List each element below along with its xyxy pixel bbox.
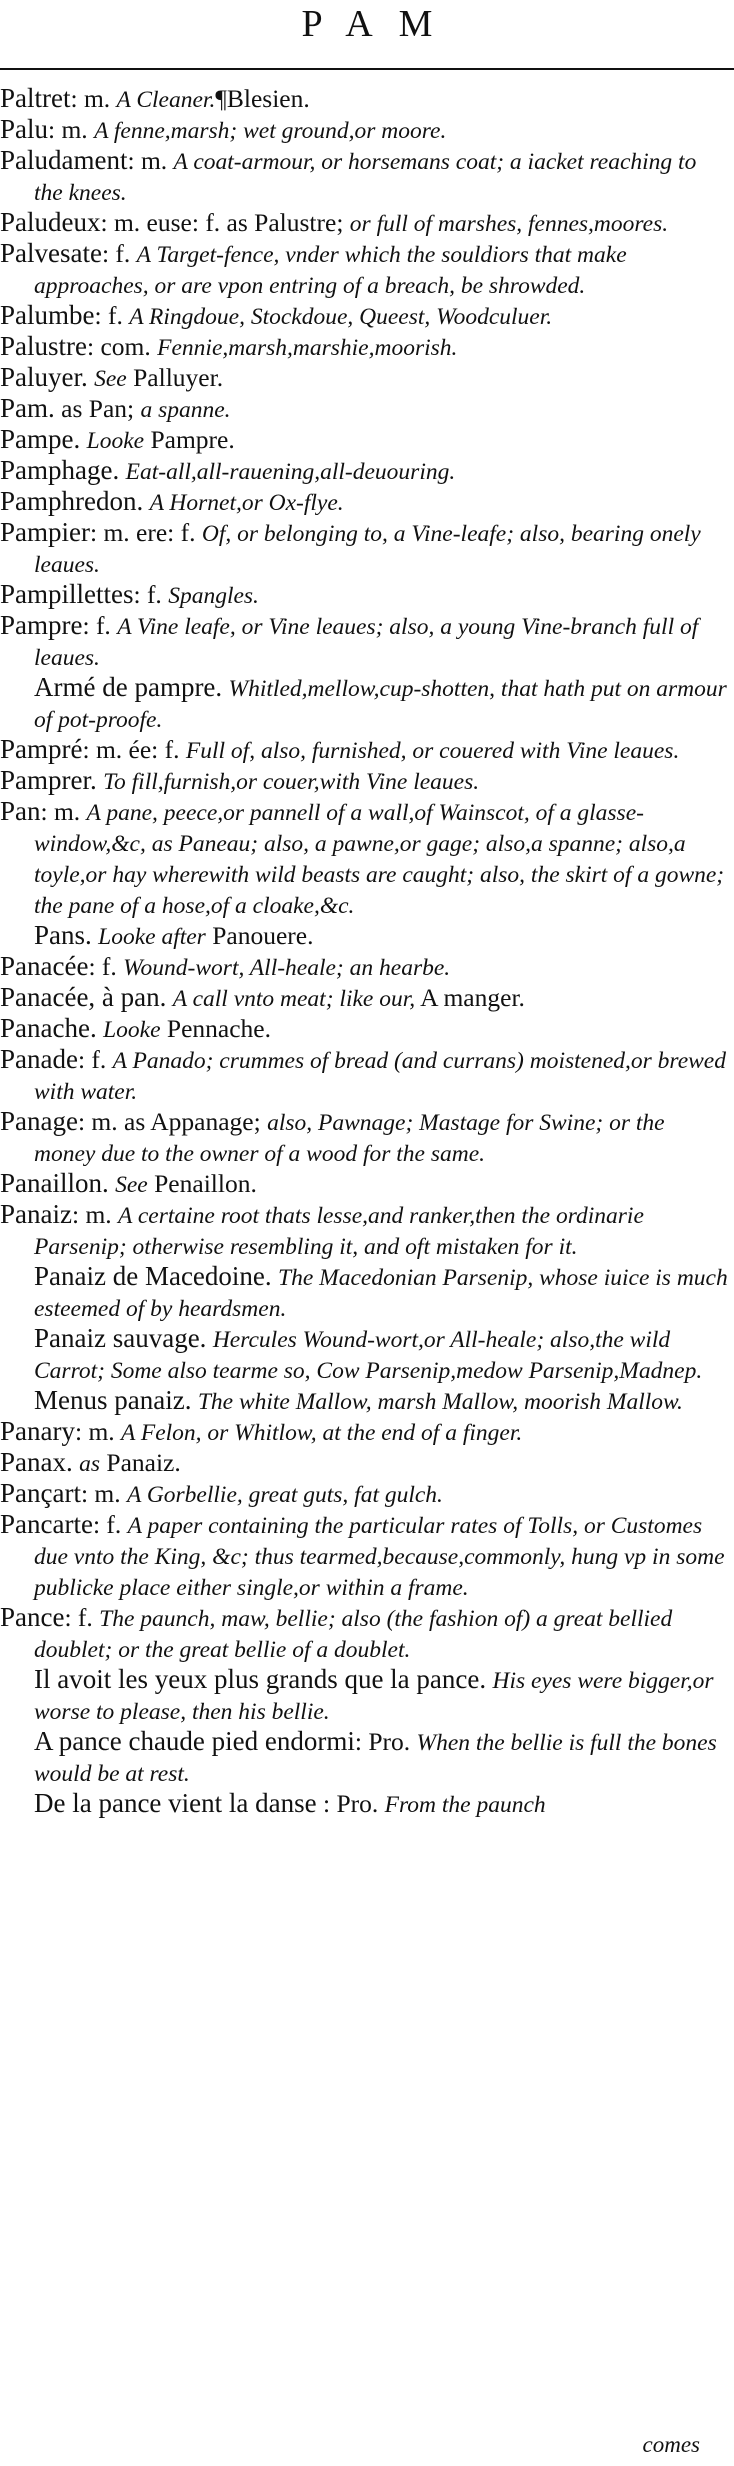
- dictionary-entry: [0, 580, 734, 611]
- entry-gloss: as: [79, 1451, 101, 1477]
- dictionary-entry: [0, 1448, 734, 1479]
- entry-headword: Panaiz de Macedoine.: [34, 1261, 272, 1291]
- entry-grammar: as Pan;: [54, 394, 141, 423]
- entry-headword: Pans.: [34, 920, 92, 950]
- entry-tail: Pennache.: [160, 1014, 271, 1043]
- entry-gloss: Of, or belonging to, a Vine-leafe; also, bearing onely leaues.: [34, 521, 701, 578]
- entry-grammar: : f.: [133, 580, 169, 609]
- dictionary-entry: [0, 1014, 734, 1045]
- dictionary-entry: [0, 921, 734, 952]
- entry-headword: Pance: [0, 1602, 65, 1632]
- entry-gloss: See: [115, 1172, 148, 1198]
- entry-gloss: Looke: [103, 1017, 161, 1043]
- dictionary-entry: [0, 332, 734, 363]
- entry-gloss: When the bellie is full the bones would be at rest.: [34, 1730, 717, 1787]
- dictionary-entry: [0, 456, 734, 487]
- entry-headword: A pance chaude pied endormi: [34, 1726, 355, 1756]
- dictionary-entry: [0, 115, 734, 146]
- entry-grammar: : m.: [70, 84, 117, 113]
- entry-gloss: The white Mallow, marsh Mallow, moorish Mallow.: [197, 1389, 683, 1415]
- entry-gloss: Spangles.: [168, 583, 259, 609]
- dictionary-entry: [0, 952, 734, 983]
- dictionary-entry: [0, 1107, 734, 1169]
- entry-headword: Palvesate: [0, 238, 102, 268]
- entry-grammar: : com.: [87, 332, 158, 361]
- entry-gloss: Full of, also, furnished, or couered with Vine leaues.: [185, 738, 680, 764]
- entry-grammar: : m. ée: f.: [82, 735, 186, 764]
- entry-gloss: Looke after: [98, 924, 206, 950]
- dictionary-entry: [0, 1386, 734, 1417]
- entry-grammar: : m.: [40, 797, 87, 826]
- entry-tail: Pampre.: [144, 425, 235, 454]
- entry-gloss: Fennie,marsh,marshie,moorish.: [157, 335, 458, 361]
- entry-grammar: : f.: [101, 239, 137, 268]
- entry-headword: Panacée, à pan.: [0, 982, 167, 1012]
- entry-gloss: also, Pawnage; Mastage for Swine; or the money due to the owner of a wood for the same.: [34, 1110, 665, 1167]
- entry-headword: Il avoit les yeux plus grands que la pance.: [34, 1664, 487, 1694]
- entry-headword: Paludeux: [0, 207, 101, 237]
- entry-headword: Panage: [0, 1106, 78, 1136]
- entry-list: [0, 84, 734, 1820]
- entry-gloss: A Gorbellie, great guts, fat gulch.: [127, 1482, 443, 1508]
- entry-headword: Pampe.: [0, 424, 81, 454]
- entry-gloss: The paunch, maw, bellie; also (the fashion of) a great bellied doublet; or the great bellie of a doublet.: [34, 1606, 673, 1663]
- entry-gloss: A fenne,marsh; wet ground,or moore.: [94, 118, 447, 144]
- entry-gloss: Looke: [86, 428, 145, 454]
- entry-headword: Pan: [0, 796, 41, 826]
- entry-gloss: A certaine root thats lesse,and ranker,then the ordinarie Parsenip; otherwise resembling it, and oft mistaken for it.: [34, 1203, 644, 1260]
- dictionary-entry: [0, 611, 734, 673]
- entry-grammar: : m.: [127, 146, 174, 175]
- entry-gloss: His eyes were bigger,or worse to please, then his bellie.: [34, 1668, 714, 1725]
- entry-gloss: A paper containing the particular rates of Tolls, or Customes due vnto the King, &c; thus tearmed,because,commonly, hung vp in some publicke place either single,or within a frame.: [34, 1513, 725, 1601]
- entry-gloss: A pane, peece,or pannell of a wall,of Wainscot, of a glasse-window,&c, as Paneau; also, a pawne,or gage; also,a spanne; also,a toyle,or hay wherewith wild beasts are caught; also, the skirt of a gowne; the pane of a hose,of a cloake,&c.: [34, 800, 725, 919]
- page-header: PAM: [301, 3, 459, 45]
- entry-tail: Panouere.: [205, 921, 314, 950]
- dictionary-entry: [0, 797, 734, 921]
- entry-headword: Paluyer.: [0, 362, 88, 392]
- dictionary-entry: [0, 1169, 734, 1200]
- entry-headword: Palumbe: [0, 300, 95, 330]
- entry-headword: Pamphage.: [0, 455, 120, 485]
- entry-grammar: : f.: [77, 1045, 113, 1074]
- entry-grammar: : m.: [48, 115, 95, 144]
- dictionary-entry: [0, 301, 734, 332]
- entry-headword: Pançart: [0, 1478, 81, 1508]
- dictionary-entry: [0, 1510, 734, 1603]
- entry-gloss: Eat-all,all-rauening,all-deuouring.: [125, 459, 456, 485]
- dictionary-entry: [0, 1479, 734, 1510]
- entry-headword: Panache.: [0, 1013, 97, 1043]
- entry-headword: Panary: [0, 1416, 75, 1446]
- entry-gloss: A Hornet,or Ox-flye.: [149, 490, 344, 516]
- entry-headword: Pampré: [0, 734, 83, 764]
- entry-headword: Pamphredon.: [0, 486, 144, 516]
- dictionary-entry: [0, 1727, 734, 1789]
- entry-gloss: Whitled,mellow,cup-shotten, that hath put on armour of pot-proofe.: [34, 676, 727, 733]
- dictionary-entry: [0, 1603, 734, 1665]
- entry-grammar: : f.: [92, 1510, 128, 1539]
- entry-headword: Panax.: [0, 1447, 73, 1477]
- entry-gloss: A Felon, or Whitlow, at the end of a finger.: [121, 1420, 523, 1446]
- entry-gloss: A Cleaner.: [116, 87, 216, 113]
- entry-headword: Palu: [0, 114, 49, 144]
- entry-headword: Pampre: [0, 610, 83, 640]
- entry-gloss: A call vnto meat; like our,: [172, 986, 416, 1012]
- dictionary-entry: [0, 1665, 734, 1727]
- dictionary-entry: [0, 1324, 734, 1386]
- dictionary-entry: [0, 1417, 734, 1448]
- dictionary-entry: [0, 239, 734, 301]
- entry-headword: Paltret: [0, 83, 71, 113]
- entry-gloss: A coat-armour, or horsemans coat; a iacket reaching to the knees.: [34, 149, 697, 206]
- entry-headword: Menus panaiz.: [34, 1385, 192, 1415]
- entry-gloss: A Target-fence, vnder which the souldiors that make approaches, or are vpon entring of a breach, be shrowded.: [34, 242, 627, 299]
- entry-gloss: or full of marshes, fennes,moores.: [349, 211, 669, 237]
- entry-grammar: : m.: [74, 1417, 122, 1446]
- entry-headword: Paludament: [0, 145, 128, 175]
- dictionary-entry: [0, 394, 734, 425]
- dictionary-entry: [0, 766, 734, 797]
- entry-headword: Pampier: [0, 517, 90, 547]
- entry-headword: Pam.: [0, 393, 55, 423]
- entry-gloss: See: [94, 366, 127, 392]
- entry-gloss: a spanne.: [140, 397, 231, 423]
- entry-grammar: : m. as Appanage;: [77, 1107, 268, 1136]
- entry-grammar: : m.: [71, 1200, 119, 1229]
- entry-grammar: : Pro.: [354, 1727, 417, 1756]
- catchword: comes: [642, 2432, 700, 2457]
- entry-tail: Penaillon.: [147, 1169, 257, 1198]
- entry-headword: Panaiz: [0, 1199, 72, 1229]
- entry-headword: Panade: [0, 1044, 78, 1074]
- entry-gloss: A Vine leafe, or Vine leaues; also, a young Vine-branch full of leaues.: [34, 614, 699, 671]
- entry-grammar: : m. euse: f. as Palustre;: [100, 208, 350, 237]
- entry-grammar: : Pro.: [316, 1789, 385, 1818]
- entry-grammar: : f.: [88, 952, 124, 981]
- entry-grammar: : m.: [80, 1479, 128, 1508]
- entry-gloss: To fill,furnish,or couer,with Vine leaues.: [103, 769, 480, 795]
- entry-headword: De la pance vient la danse: [34, 1788, 317, 1818]
- entry-headword: Pancarte: [0, 1509, 93, 1539]
- dictionary-entry: [0, 208, 734, 239]
- dictionary-entry: [0, 673, 734, 735]
- entry-headword: Palustre: [0, 331, 87, 361]
- entry-gloss: The Macedonian Parsenip, whose iuice is much esteemed of by heardsmen.: [34, 1265, 728, 1322]
- dictionary-entry: [0, 84, 734, 115]
- header-rule: [0, 68, 734, 70]
- entry-gloss: A Ringdoue, Stockdoue, Queest, Woodculuer.: [129, 304, 553, 330]
- dictionary-entry: [0, 518, 734, 580]
- entry-tail: ¶Blesien.: [215, 84, 310, 113]
- dictionary-entry: [0, 1200, 734, 1262]
- dictionary-entry: [0, 1789, 734, 1820]
- entry-headword: Armé de pampre.: [34, 672, 223, 702]
- entry-tail: Palluyer.: [126, 363, 224, 392]
- dictionary-entry: [0, 146, 734, 208]
- dictionary-entry: [0, 1262, 734, 1324]
- entry-gloss: Wound-wort, All-heale; an hearbe.: [123, 955, 451, 981]
- dictionary-entry: [0, 983, 734, 1014]
- entry-grammar: : m. ere: f.: [89, 518, 202, 547]
- entry-grammar: : f.: [94, 301, 130, 330]
- entry-gloss: Hercules Wound-wort,or All-heale; also,the wild Carrot; Some also tearme so, Cow Parsenip,medow Parsenip,Madnep.: [34, 1327, 703, 1384]
- entry-headword: Panacée: [0, 951, 89, 981]
- entry-grammar: : f.: [82, 611, 118, 640]
- entry-headword: Pamprer.: [0, 765, 97, 795]
- entry-tail: A manger.: [415, 983, 525, 1012]
- entry-grammar: : f.: [64, 1603, 100, 1632]
- entry-headword: Panaillon.: [0, 1168, 109, 1198]
- dictionary-entry: [0, 1045, 734, 1107]
- dictionary-entry: [0, 487, 734, 518]
- entry-headword: Pampillettes: [0, 579, 134, 609]
- dictionary-entry: [0, 735, 734, 766]
- entry-tail: Panaiz.: [100, 1448, 181, 1477]
- entry-gloss: From the paunch: [384, 1792, 546, 1818]
- dictionary-entry: [0, 425, 734, 456]
- entry-headword: Panaiz sauvage.: [34, 1323, 207, 1353]
- dictionary-entry: [0, 363, 734, 394]
- entry-gloss: A Panado; crummes of bread (and currans) moistened,or brewed with water.: [34, 1048, 726, 1105]
